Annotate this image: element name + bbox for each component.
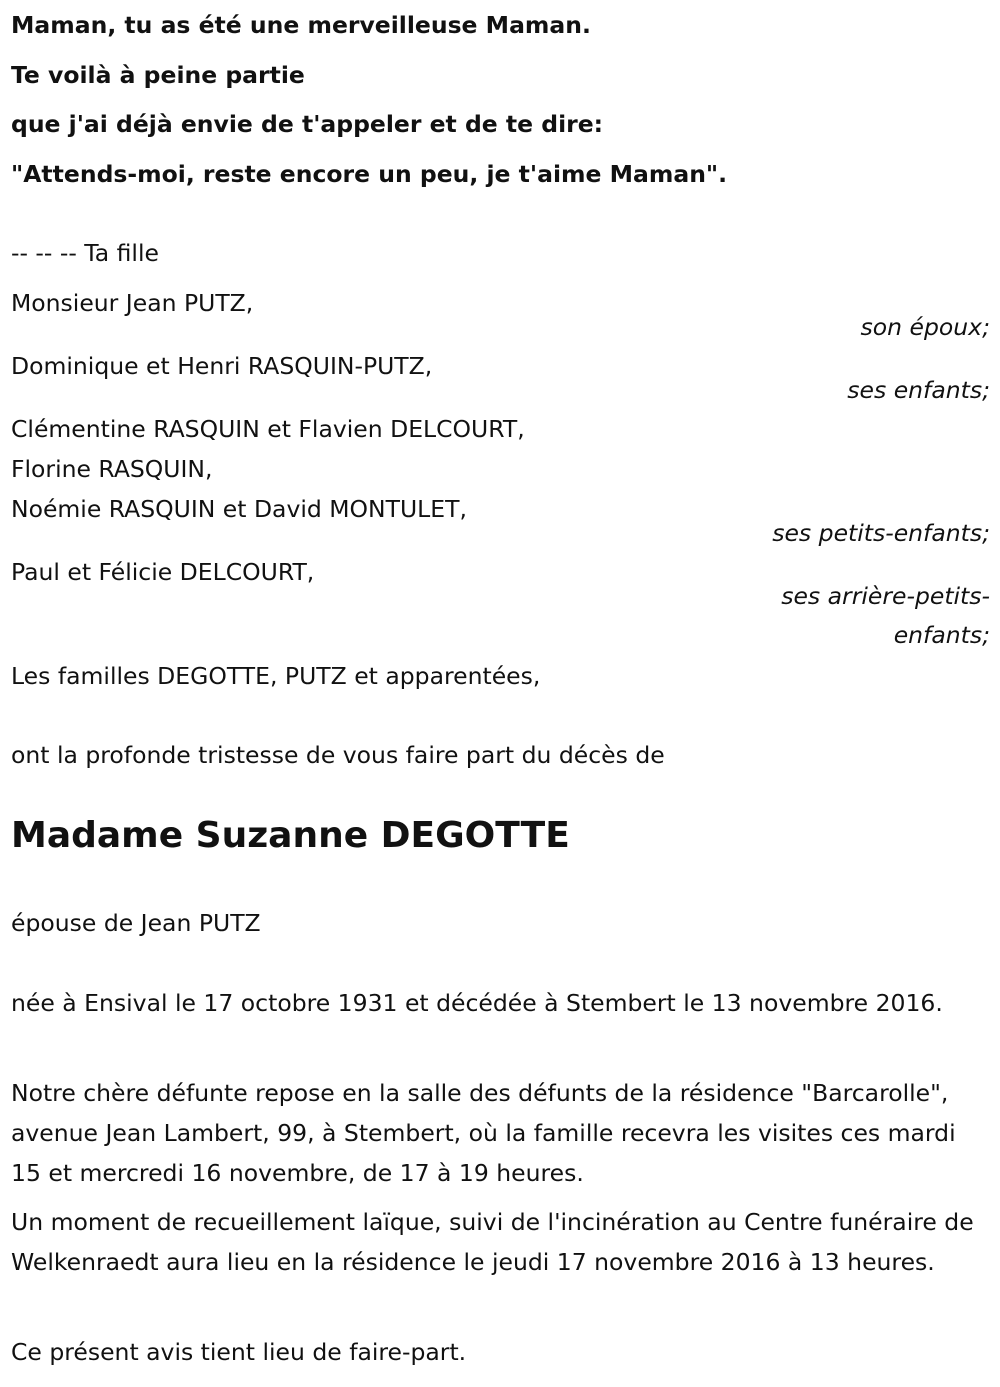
poem-line-4: "Attends-moi, reste encore un peu, je t'aime Maman". [11, 160, 728, 188]
families-line: Les familles DEGOTTE, PUTZ et apparentées, [11, 662, 541, 690]
poem-line-1: Maman, tu as été une merveilleuse Maman. [11, 11, 591, 39]
ceremony-paragraph: Un moment de recueillement laïque, suivi de l'incinération au Centre funéraire de Welkenraedt aura lieu en la résidence le jeudi 17 novembre 2016 à 13 heures. [11, 1208, 974, 1276]
poem-line-2: Te voilà à peine partie [11, 61, 305, 89]
grandchild-line-2: Florine RASQUIN, [11, 455, 213, 483]
notice-paragraph: Ce présent avis tient lieu de faire-part. [11, 1338, 467, 1366]
children-role: ses enfants; [847, 376, 990, 404]
spouse-line: épouse de Jean PUTZ [11, 909, 261, 937]
deceased-name: Madame Suzanne DEGOTTE [11, 815, 570, 856]
great-grandchildren-role: ses arrière-petits-enfants; [781, 582, 990, 649]
poem-line-3: que j'ai déjà envie de t'appeler et de te dire: [11, 110, 604, 138]
spouse-role: son époux; [860, 313, 990, 341]
rest-paragraph: Notre chère défunte repose en la salle des défunts de la résidence "Barcarolle", avenue Jean Lambert, 99, à Stembert, où la famille recevra les visites ces mardi 15 et mercredi 16 novembre, de 17 à 19 heures. [11, 1079, 956, 1187]
grandchild-line-1: Clémentine RASQUIN et Flavien DELCOURT, [11, 415, 525, 443]
grandchild-line-3: Noémie RASQUIN et David MONTULET, [11, 495, 467, 523]
great-grandchildren-name: Paul et Félicie DELCOURT, [11, 558, 315, 586]
announcement: ont la profonde tristesse de vous faire part du décès de [11, 741, 665, 769]
grandchildren-role: ses petits-enfants; [772, 519, 990, 547]
children-name: Dominique et Henri RASQUIN-PUTZ, [11, 352, 433, 380]
signature: -- -- -- Ta fille [11, 239, 159, 267]
spouse-name: Monsieur Jean PUTZ, [11, 289, 254, 317]
birth-death-paragraph: née à Ensival le 17 octobre 1931 et décédée à Stembert le 13 novembre 2016. [11, 989, 943, 1017]
